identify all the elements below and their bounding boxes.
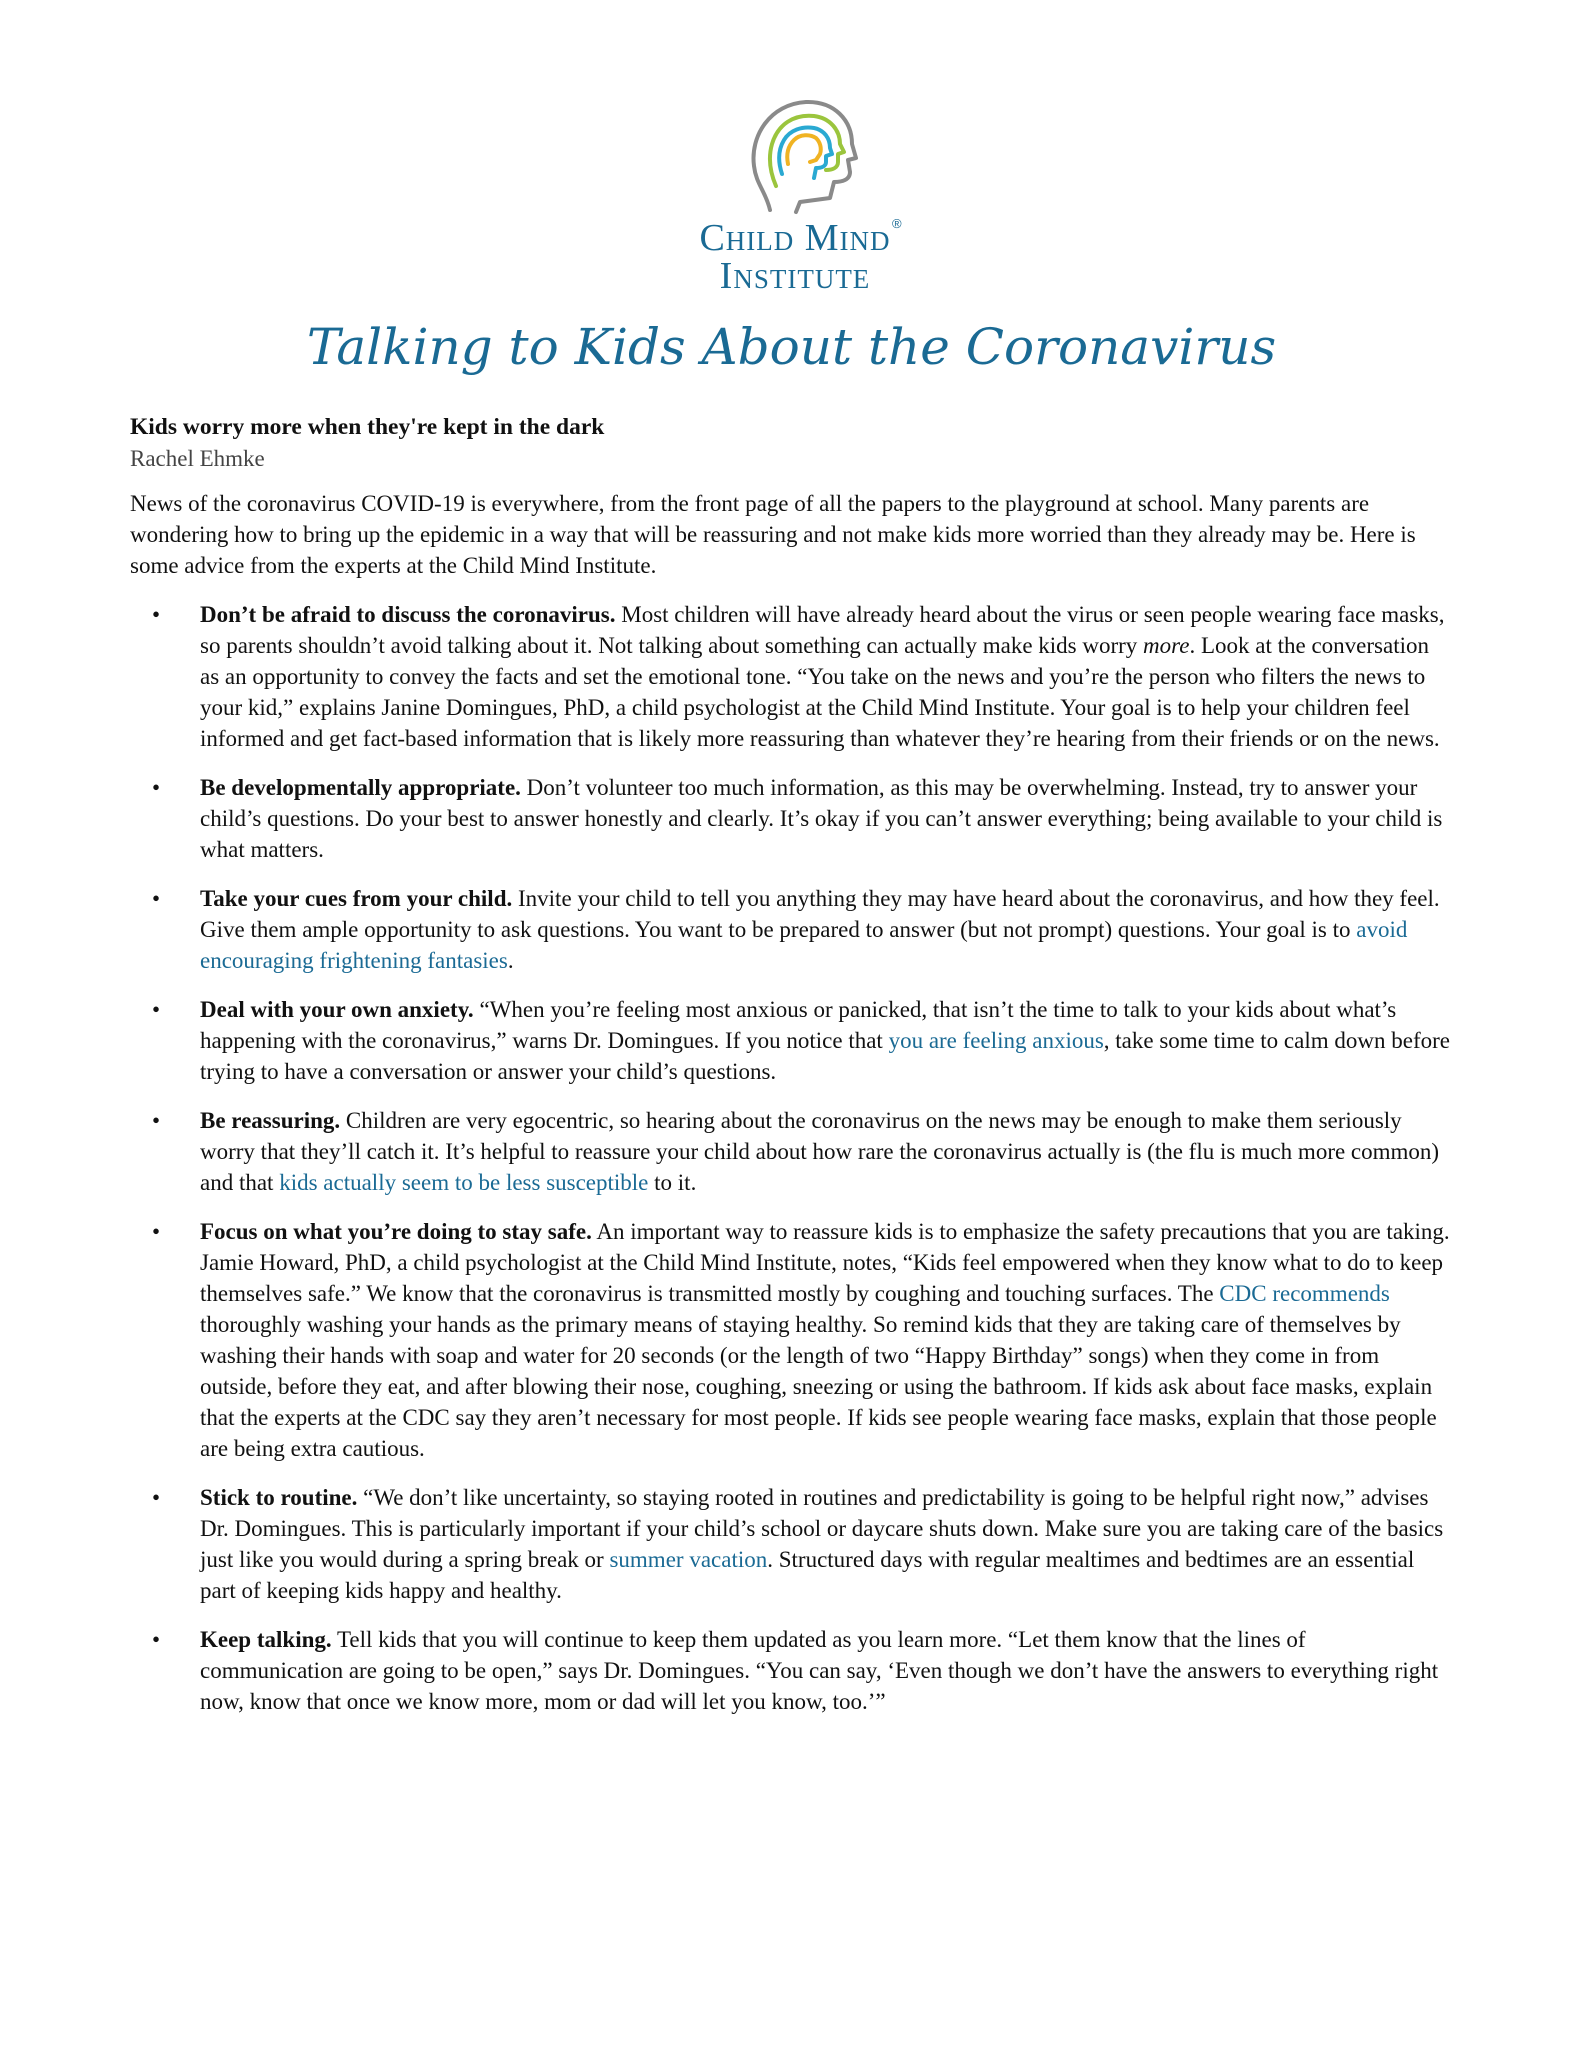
list-item — [130, 1624, 1452, 1717]
tip-emphasis: more — [1143, 633, 1190, 658]
list-item — [130, 772, 1452, 865]
registered-mark: ® — [892, 216, 902, 231]
link-cdc-recommends[interactable]: CDC recommends — [1219, 1281, 1390, 1306]
tip-lead: Don’t be afraid to discuss the coronavirus. — [200, 602, 616, 627]
article-author: Rachel Ehmke — [130, 446, 265, 471]
bullet: • — [152, 1108, 161, 1133]
bullet: • — [152, 886, 161, 911]
logo-text-line1: Child Mind — [699, 217, 891, 259]
link-frightening-fantasies[interactable]: avoid encouraging frightening fantasies — [200, 917, 1408, 973]
tip-lead: Deal with your own anxiety. — [200, 997, 474, 1022]
bullet: • — [152, 1485, 161, 1510]
tip-text: thoroughly washing your hands as the primary means of staying healthy. So remind kids that they are taking care of themselves by washing their hands with soap and water for 20 seconds (or the length of two “Happy Birthday” songs) when they come in from outside, before they eat, and after blowing their nose, coughing, sneezing or using the bathroom. If kids ask about face masks, explain that the experts at the CDC say they aren’t necessary for most people. If kids see people wearing face masks, explain that those people are being extra cautious. — [200, 1312, 1437, 1461]
list-item — [130, 883, 1452, 976]
tip-lead: Take your cues from your child. — [200, 886, 513, 911]
list-item — [130, 994, 1452, 1087]
tip-text: Tell kids that you will continue to keep them updated as you learn more. “Let them know that the lines of communication are going to be open,” says Dr. Domingues. “You can say, ‘Even though we don’t have the answers to everything right now, know that once we know more, mom or dad will let you know, too.’” — [200, 1627, 1439, 1714]
tip-lead: Focus on what you’re doing to stay safe. — [200, 1219, 592, 1244]
tip-text: An important way to reassure kids is to emphasize the safety precautions that you are taking. Jamie Howard, PhD, a child psychologist at the Child Mind Institute, notes, “Kids feel empowered when they know what to do to keep themselves safe.” We know that the coronavirus is transmitted mostly by coughing and touching surfaces. The — [200, 1219, 1450, 1306]
tip-text: , take some time to calm down before trying to have a conversation or answer your child’s questions. — [200, 1028, 1450, 1084]
tip-lead: Be developmentally appropriate. — [200, 775, 521, 800]
bullet: • — [152, 1219, 161, 1244]
article-body — [130, 412, 1452, 1735]
tip-lead: Stick to routine. — [200, 1485, 358, 1510]
list-item — [130, 599, 1452, 754]
logo-text-line2: Institute — [719, 255, 871, 297]
tips-list — [130, 599, 1452, 1717]
bullet: • — [152, 997, 161, 1022]
list-item — [130, 1482, 1452, 1606]
tip-text: . Look at the conversation as an opportunity to convey the facts and set the emotional tone. “You take on the news and you’re the person who filters the news to your kid,” explains Janine Domingues, PhD, a child psychologist at the Child Mind Institute. Your goal is to help your children feel informed and get fact-based information that is likely more reassuring than whatever they’re hearing from their friends or on the news. — [200, 633, 1440, 751]
bullet: • — [152, 1627, 161, 1652]
bullet: • — [152, 775, 161, 800]
list-item — [130, 1216, 1452, 1464]
tip-text: Don’t volunteer too much information, as this may be overwhelming. Instead, try to answer your child’s questions. Do your best to answer honestly and clearly. It’s okay if you can’t answer everything; being available to your child is what matters. — [200, 775, 1443, 862]
tip-text: to it. — [648, 1170, 697, 1195]
head-profile-icon — [730, 92, 860, 217]
tip-lead: Be reassuring. — [200, 1108, 341, 1133]
tip-lead: Keep talking. — [200, 1627, 332, 1652]
list-item — [130, 1105, 1452, 1198]
tip-text: Invite your child to tell you anything they may have heard about the coronavirus, and how they feel. Give them ample opportunity to ask questions. You want to be prepared to answer (but not prompt) questions. Your goal is to — [200, 886, 1440, 942]
tip-text: . — [507, 948, 514, 973]
tip-text: . Structured days with regular mealtimes and bedtimes are an essential part of keeping kids happy and healthy. — [200, 1547, 1415, 1603]
tip-text: “When you’re feeling most anxious or panicked, that isn’t the time to talk to your kids about what’s happening with the coronavirus,” warns Dr. Domingues. If you notice that — [200, 997, 1397, 1053]
article-subhead: Kids worry more when they're kept in the dark — [130, 414, 605, 440]
tip-text: Children are very egocentric, so hearing about the coronavirus on the news may be enough to make them seriously worry that they’ll catch it. It’s helpful to reassure your child about how rare the coronavirus actually is (the flu is much more common) and that — [200, 1108, 1440, 1195]
tip-text: Most children will have already heard about the virus or seen people wearing face masks, so parents shouldn’t avoid talking about it. Not talking about something can actually make kids worry — [200, 602, 1445, 658]
intro-paragraph: News of the coronavirus COVID-19 is everywhere, from the front page of all the papers to the playground at school. Many parents are wondering how to bring up the epidemic in a way that will be reassuring and not make kids more worried than they already may be. Here is some advice from the experts at the Child Mind Institute. — [130, 491, 1416, 578]
child-mind-institute-logo — [660, 92, 930, 297]
link-less-susceptible[interactable]: kids actually seem to be less susceptible — [279, 1170, 649, 1195]
bullet: • — [152, 602, 161, 627]
page-title: Talking to Kids About the Coronavirus — [306, 318, 1277, 376]
link-feeling-anxious[interactable]: you are feeling anxious — [888, 1028, 1104, 1053]
link-summer-vacation[interactable]: summer vacation — [609, 1547, 768, 1572]
tip-text: “We don’t like uncertainty, so staying rooted in routines and predictability is going to be helpful right now,” advises Dr. Domingues. This is particularly important if your child’s school or daycare shuts down. Make sure you are taking care of the basics just like you would during a spring break or — [200, 1485, 1444, 1572]
